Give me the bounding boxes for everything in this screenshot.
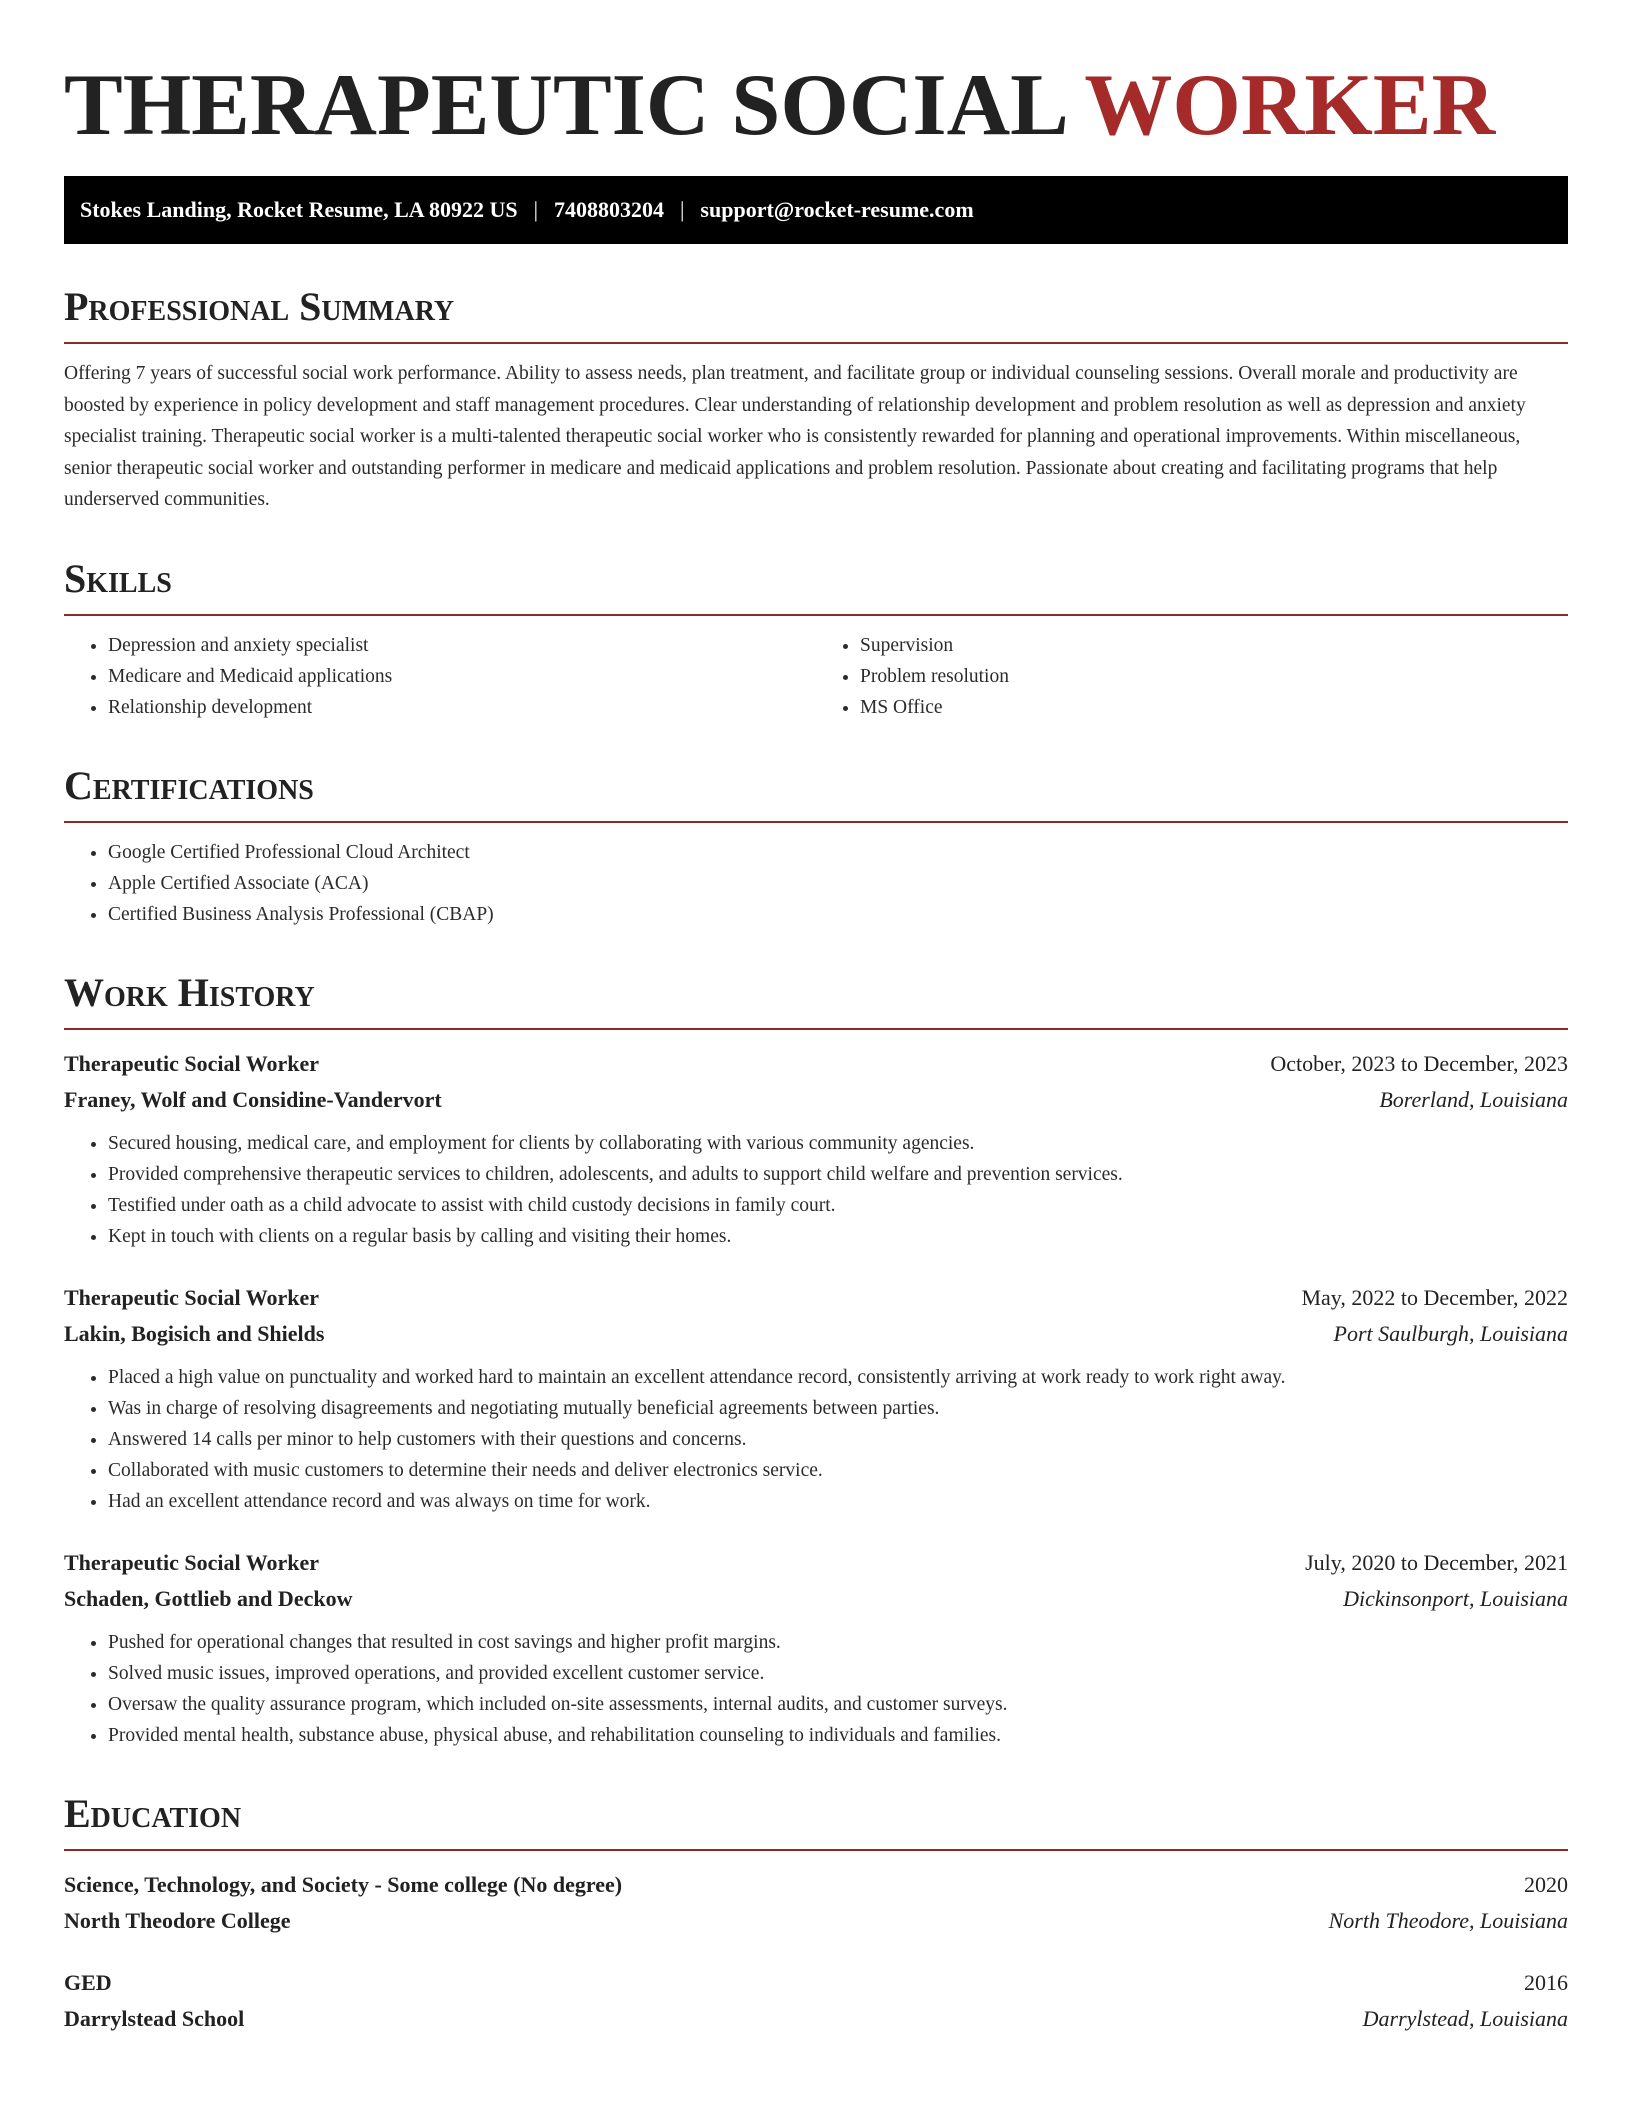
education-degree-row (64, 1965, 1568, 2001)
certifications-title: Certifications (64, 763, 1568, 823)
job-bullet: • Pushed for operational changes that resulted in cost savings and higher profit margins. (108, 1627, 1568, 1658)
job-bullets (64, 1362, 1568, 1517)
job-location: Borerland, Louisiana (1379, 1086, 1568, 1112)
job-title: Therapeutic Social Worker (64, 1549, 320, 1575)
work-history-section (64, 970, 1568, 1751)
education-year: 2016 (1524, 1969, 1568, 1995)
contact-separator: | (680, 197, 685, 222)
certification-item: • Certified Business Analysis Professional (CBAP) (108, 899, 1568, 930)
work-history-title: Work History (64, 970, 1568, 1030)
skill-item: • MS Office (860, 692, 1568, 723)
job-company-row (64, 1082, 1568, 1118)
job-bullet: • Provided mental health, substance abuse, physical abuse, and rehabilitation counseling to individuals and families. (108, 1720, 1568, 1751)
job-company-row (64, 1316, 1568, 1352)
contact-phone: 7408803204 (554, 197, 665, 222)
education-degree-row (64, 1867, 1568, 1903)
resume-name (64, 56, 1568, 156)
job-header-row (64, 1545, 1568, 1581)
education-degree: GED (64, 1969, 112, 1995)
job-bullet: • Secured housing, medical care, and employment for clients by collaborating with various community agencies. (108, 1128, 1568, 1159)
job-company: Franey, Wolf and Considine-Vandervort (64, 1086, 442, 1112)
name-main: THERAPEUTIC SOCIAL (64, 57, 1085, 154)
job-header-row (64, 1280, 1568, 1316)
education-degree: Science, Technology, and Society - Some college (No degree) (64, 1871, 623, 1897)
contact-email: support@rocket-resume.com (700, 197, 974, 222)
skills-section (64, 556, 1568, 723)
job-bullet: • Placed a high value on punctuality and worked hard to maintain an excellent attendance record, consistently arriving at work ready to work right away. (108, 1362, 1568, 1393)
job-bullet: • Kept in touch with clients on a regular basis by calling and visiting their homes. (108, 1221, 1568, 1252)
education-school: North Theodore College (64, 1907, 291, 1933)
education-section (64, 1791, 1568, 2037)
certifications-section (64, 763, 1568, 930)
job-bullet: • Provided comprehensive therapeutic services to children, adolescents, and adults to support child welfare and prevention services. (108, 1159, 1568, 1190)
job-bullet: • Solved music issues, improved operations, and provided excellent customer service. (108, 1658, 1568, 1689)
name-accent: WORKER (1084, 57, 1496, 154)
skill-item: • Depression and anxiety specialist (108, 630, 816, 661)
job-company: Lakin, Bogisich and Shields (64, 1320, 325, 1346)
job-entry (64, 1046, 1568, 1252)
certifications-list (64, 837, 1568, 930)
education-school: Darrylstead School (64, 2005, 245, 2031)
education-entry (64, 1965, 1568, 2037)
certification-item: • Google Certified Professional Cloud Architect (108, 837, 1568, 868)
job-company: Schaden, Gottlieb and Deckow (64, 1585, 353, 1611)
contact-bar (64, 176, 1568, 244)
job-dates: July, 2020 to December, 2021 (1305, 1549, 1568, 1575)
job-bullet: • Answered 14 calls per minor to help customers with their questions and concerns. (108, 1424, 1568, 1455)
education-entry (64, 1867, 1568, 1939)
skill-item: • Problem resolution (860, 661, 1568, 692)
education-title: Education (64, 1791, 1568, 1851)
skills-title: Skills (64, 556, 1568, 616)
education-location: Darrylstead, Louisiana (1362, 2005, 1568, 2031)
skill-item: • Supervision (860, 630, 1568, 661)
job-location: Port Saulburgh, Louisiana (1333, 1320, 1568, 1346)
job-bullet: • Was in charge of resolving disagreements and negotiating mutually beneficial agreements between parties. (108, 1393, 1568, 1424)
job-dates: October, 2023 to December, 2023 (1270, 1050, 1568, 1076)
skills-grid (64, 630, 1568, 723)
education-school-row (64, 2001, 1568, 2037)
job-bullets (64, 1627, 1568, 1751)
summary-text: Offering 7 years of successful social work performance. Ability to assess needs, plan treatment, and facilitate group or individual counseling sessions. Overall morale and productivity are boosted by experience in policy development and staff management procedures. Clear understanding of relationship development and problem resolution as well as depression and anxiety specialist training. Therapeutic social worker is a multi-talented therapeutic social worker who is consistently rewarded for planning and operational improvements. Within miscellaneous, senior therapeutic social worker and outstanding performer in medicare and medicaid applications and problem resolution. Passionate about creating and facilitating programs that help underserved communities. (64, 363, 1526, 510)
summary-section (64, 284, 1568, 516)
skills-list-right (816, 630, 1568, 723)
job-header-row (64, 1046, 1568, 1082)
job-bullet: • Oversaw the quality assurance program, which included on-site assessments, internal audits, and customer surveys. (108, 1689, 1568, 1720)
job-title: Therapeutic Social Worker (64, 1284, 320, 1310)
job-bullet: • Testified under oath as a child advocate to assist with child custody decisions in family court. (108, 1190, 1568, 1221)
education-location: North Theodore, Louisiana (1328, 1907, 1568, 1933)
skills-list-left (64, 630, 816, 723)
job-entry (64, 1280, 1568, 1517)
skill-item: • Relationship development (108, 692, 816, 723)
job-location: Dickinsonport, Louisiana (1343, 1585, 1568, 1611)
job-entry (64, 1545, 1568, 1751)
job-dates: May, 2022 to December, 2022 (1301, 1284, 1568, 1310)
job-bullet: • Had an excellent attendance record and was always on time for work. (108, 1486, 1568, 1517)
skill-item: • Medicare and Medicaid applications (108, 661, 816, 692)
contact-address: Stokes Landing, Rocket Resume, LA 80922 US (80, 197, 518, 222)
job-title: Therapeutic Social Worker (64, 1050, 320, 1076)
job-company-row (64, 1581, 1568, 1617)
summary-title: Professional Summary (64, 284, 1568, 344)
education-year: 2020 (1524, 1871, 1568, 1897)
job-bullets (64, 1128, 1568, 1252)
education-school-row (64, 1903, 1568, 1939)
contact-separator: | (533, 197, 539, 222)
job-bullet: • Collaborated with music customers to determine their needs and deliver electronics service. (108, 1455, 1568, 1486)
certification-item: • Apple Certified Associate (ACA) (108, 868, 1568, 899)
